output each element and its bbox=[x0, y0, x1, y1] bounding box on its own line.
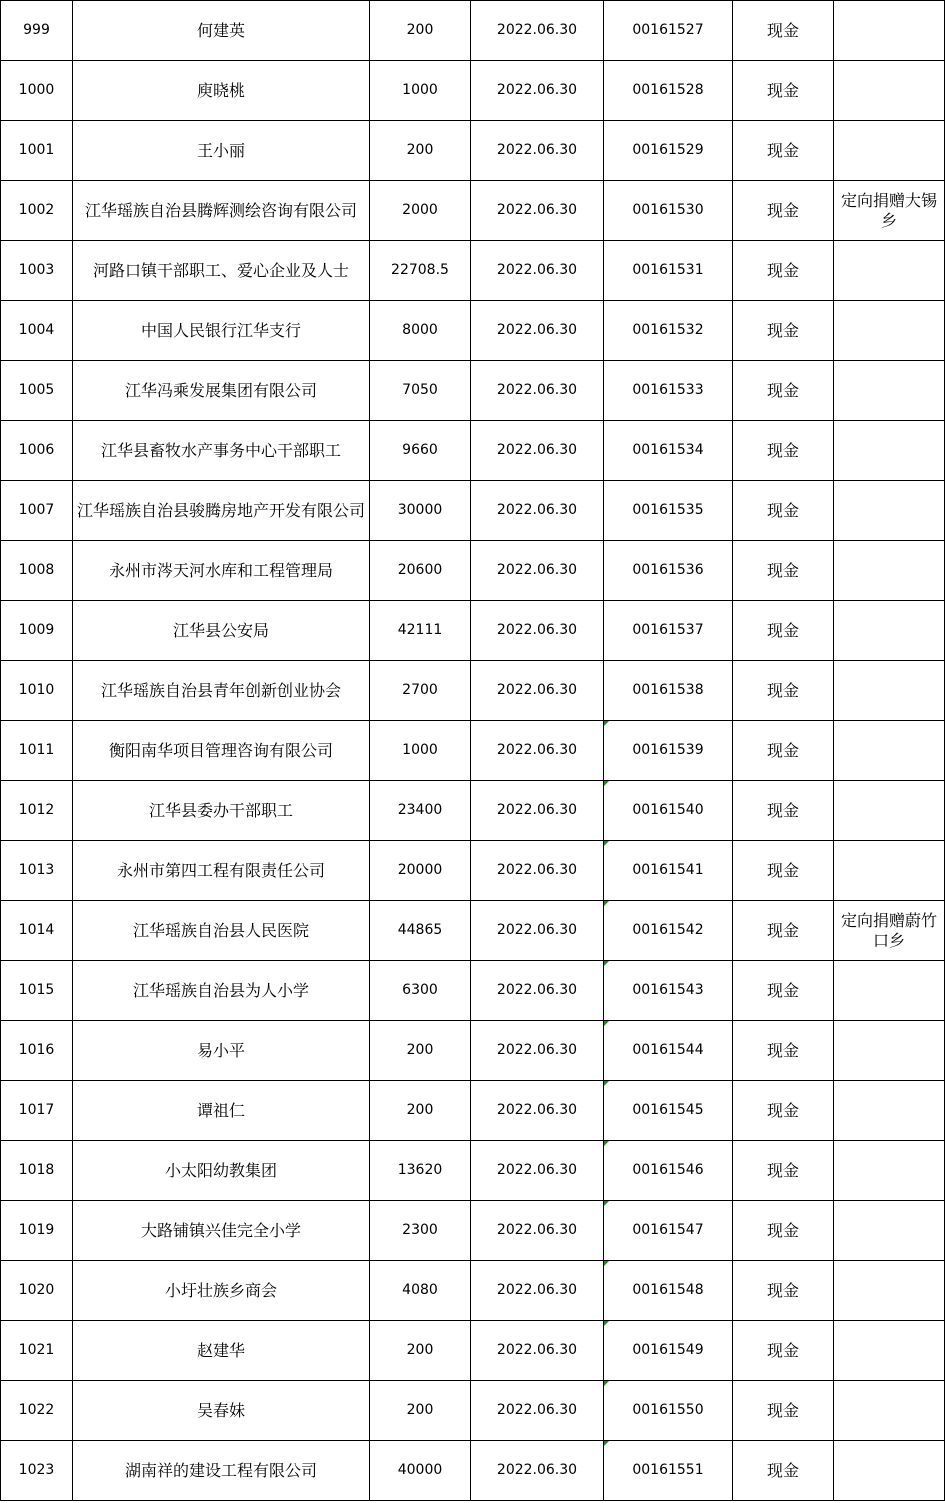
row-number-cell: 1002 bbox=[1, 181, 73, 241]
receipt-number-cell: 00161546 bbox=[604, 1141, 733, 1201]
row-number-cell: 999 bbox=[1, 1, 73, 61]
row-number-cell: 1015 bbox=[1, 961, 73, 1021]
row-number-cell: 1021 bbox=[1, 1321, 73, 1381]
date-cell: 2022.06.30 bbox=[471, 1261, 604, 1321]
receipt-number-cell: 00161532 bbox=[604, 301, 733, 361]
row-number-cell: 1011 bbox=[1, 721, 73, 781]
payment-method-cell: 现金 bbox=[733, 61, 834, 121]
date-cell: 2022.06.30 bbox=[471, 241, 604, 301]
payment-method-cell: 现金 bbox=[733, 421, 834, 481]
error-flag-icon bbox=[604, 1261, 609, 1266]
row-number-cell: 1010 bbox=[1, 661, 73, 721]
donor-name-cell: 江华瑶族自治县人民医院 bbox=[73, 901, 370, 961]
amount-cell: 1000 bbox=[370, 61, 471, 121]
table-row bbox=[1, 661, 945, 721]
table-row bbox=[1, 1321, 945, 1381]
amount-cell: 20000 bbox=[370, 841, 471, 901]
payment-method-cell: 现金 bbox=[733, 301, 834, 361]
amount-cell: 30000 bbox=[370, 481, 471, 541]
receipt-number-cell: 00161542 bbox=[604, 901, 733, 961]
date-cell: 2022.06.30 bbox=[471, 481, 604, 541]
payment-method-cell: 现金 bbox=[733, 121, 834, 181]
donor-name-cell: 永州市涔天河水库和工程管理局 bbox=[73, 541, 370, 601]
row-number-cell: 1000 bbox=[1, 61, 73, 121]
date-cell: 2022.06.30 bbox=[471, 781, 604, 841]
payment-method-cell: 现金 bbox=[733, 1201, 834, 1261]
error-flag-icon bbox=[604, 961, 609, 966]
table-row bbox=[1, 121, 945, 181]
payment-method-cell: 现金 bbox=[733, 781, 834, 841]
error-flag-icon bbox=[604, 1321, 609, 1326]
note-cell bbox=[834, 421, 945, 481]
donor-name-cell: 谭祖仁 bbox=[73, 1081, 370, 1141]
note-cell bbox=[834, 301, 945, 361]
donor-name-cell: 何建英 bbox=[73, 1, 370, 61]
table-row bbox=[1, 61, 945, 121]
date-cell: 2022.06.30 bbox=[471, 601, 604, 661]
payment-method-cell: 现金 bbox=[733, 241, 834, 301]
table-row bbox=[1, 721, 945, 781]
amount-cell: 4080 bbox=[370, 1261, 471, 1321]
row-number-cell: 1014 bbox=[1, 901, 73, 961]
table-row bbox=[1, 1261, 945, 1321]
payment-method-cell: 现金 bbox=[733, 1021, 834, 1081]
row-number-cell: 1005 bbox=[1, 361, 73, 421]
table-row bbox=[1, 421, 945, 481]
table-row bbox=[1, 961, 945, 1021]
table-row bbox=[1, 481, 945, 541]
receipt-number-cell: 00161541 bbox=[604, 841, 733, 901]
date-cell: 2022.06.30 bbox=[471, 1321, 604, 1381]
date-cell: 2022.06.30 bbox=[471, 361, 604, 421]
donor-name-cell: 庾晓桃 bbox=[73, 61, 370, 121]
error-flag-icon bbox=[604, 1141, 609, 1146]
row-number-cell: 1016 bbox=[1, 1021, 73, 1081]
donor-name-cell: 中国人民银行江华支行 bbox=[73, 301, 370, 361]
amount-cell: 23400 bbox=[370, 781, 471, 841]
table-row bbox=[1, 181, 945, 241]
table-row bbox=[1, 1, 945, 61]
table-row bbox=[1, 1201, 945, 1261]
row-number-cell: 1022 bbox=[1, 1381, 73, 1441]
payment-method-cell: 现金 bbox=[733, 181, 834, 241]
receipt-number-cell: 00161545 bbox=[604, 1081, 733, 1141]
amount-cell: 42111 bbox=[370, 601, 471, 661]
error-flag-icon bbox=[604, 1381, 609, 1386]
receipt-number-cell: 00161534 bbox=[604, 421, 733, 481]
receipt-number-cell: 00161539 bbox=[604, 721, 733, 781]
note-cell bbox=[834, 1081, 945, 1141]
amount-cell: 2000 bbox=[370, 181, 471, 241]
amount-cell: 20600 bbox=[370, 541, 471, 601]
note-cell bbox=[834, 1021, 945, 1081]
receipt-number-cell: 00161547 bbox=[604, 1201, 733, 1261]
date-cell: 2022.06.30 bbox=[471, 1141, 604, 1201]
receipt-number-cell: 00161543 bbox=[604, 961, 733, 1021]
amount-cell: 200 bbox=[370, 1321, 471, 1381]
note-cell bbox=[834, 1441, 945, 1501]
donor-name-cell: 江华县委办干部职工 bbox=[73, 781, 370, 841]
row-number-cell: 1004 bbox=[1, 301, 73, 361]
amount-cell: 2700 bbox=[370, 661, 471, 721]
donor-name-cell: 江华县公安局 bbox=[73, 601, 370, 661]
payment-method-cell: 现金 bbox=[733, 721, 834, 781]
date-cell: 2022.06.30 bbox=[471, 1381, 604, 1441]
receipt-number-cell: 00161537 bbox=[604, 601, 733, 661]
row-number-cell: 1008 bbox=[1, 541, 73, 601]
amount-cell: 200 bbox=[370, 1381, 471, 1441]
donor-name-cell: 永州市第四工程有限责任公司 bbox=[73, 841, 370, 901]
donor-name-cell: 衡阳南华项目管理咨询有限公司 bbox=[73, 721, 370, 781]
payment-method-cell: 现金 bbox=[733, 1141, 834, 1201]
receipt-number-cell: 00161538 bbox=[604, 661, 733, 721]
date-cell: 2022.06.30 bbox=[471, 721, 604, 781]
row-number-cell: 1013 bbox=[1, 841, 73, 901]
receipt-number-cell: 00161551 bbox=[604, 1441, 733, 1501]
donor-name-cell: 大路铺镇兴佳完全小学 bbox=[73, 1201, 370, 1261]
receipt-number-cell: 00161540 bbox=[604, 781, 733, 841]
row-number-cell: 1017 bbox=[1, 1081, 73, 1141]
date-cell: 2022.06.30 bbox=[471, 1, 604, 61]
error-flag-icon bbox=[604, 1021, 609, 1026]
date-cell: 2022.06.30 bbox=[471, 61, 604, 121]
payment-method-cell: 现金 bbox=[733, 541, 834, 601]
receipt-number-cell: 00161527 bbox=[604, 1, 733, 61]
note-cell bbox=[834, 1201, 945, 1261]
note-cell bbox=[834, 841, 945, 901]
date-cell: 2022.06.30 bbox=[471, 661, 604, 721]
table-row bbox=[1, 601, 945, 661]
donor-name-cell: 江华瑶族自治县腾辉测绘咨询有限公司 bbox=[73, 181, 370, 241]
donor-name-cell: 赵建华 bbox=[73, 1321, 370, 1381]
payment-method-cell: 现金 bbox=[733, 1321, 834, 1381]
note-cell bbox=[834, 721, 945, 781]
receipt-number-cell: 00161531 bbox=[604, 241, 733, 301]
table-row bbox=[1, 901, 945, 961]
payment-method-cell: 现金 bbox=[733, 661, 834, 721]
row-number-cell: 1018 bbox=[1, 1141, 73, 1201]
row-number-cell: 1003 bbox=[1, 241, 73, 301]
donor-name-cell: 王小丽 bbox=[73, 121, 370, 181]
row-number-cell: 1007 bbox=[1, 481, 73, 541]
payment-method-cell: 现金 bbox=[733, 1261, 834, 1321]
donor-name-cell: 易小平 bbox=[73, 1021, 370, 1081]
receipt-number-cell: 00161529 bbox=[604, 121, 733, 181]
receipt-number-cell: 00161530 bbox=[604, 181, 733, 241]
table-row bbox=[1, 301, 945, 361]
date-cell: 2022.06.30 bbox=[471, 181, 604, 241]
date-cell: 2022.06.30 bbox=[471, 121, 604, 181]
amount-cell: 200 bbox=[370, 1081, 471, 1141]
note-cell bbox=[834, 1, 945, 61]
amount-cell: 200 bbox=[370, 1021, 471, 1081]
note-cell: 定向捐赠蔚竹口乡 bbox=[834, 901, 945, 961]
error-flag-icon bbox=[604, 781, 609, 786]
date-cell: 2022.06.30 bbox=[471, 901, 604, 961]
error-flag-icon bbox=[604, 1201, 609, 1206]
donor-name-cell: 江华瑶族自治县骏腾房地产开发有限公司 bbox=[73, 481, 370, 541]
receipt-number-cell: 00161549 bbox=[604, 1321, 733, 1381]
note-cell bbox=[834, 61, 945, 121]
row-number-cell: 1023 bbox=[1, 1441, 73, 1501]
donor-name-cell: 江华县畜牧水产事务中心干部职工 bbox=[73, 421, 370, 481]
payment-method-cell: 现金 bbox=[733, 1081, 834, 1141]
donor-name-cell: 江华瑶族自治县青年创新创业协会 bbox=[73, 661, 370, 721]
date-cell: 2022.06.30 bbox=[471, 301, 604, 361]
row-number-cell: 1012 bbox=[1, 781, 73, 841]
receipt-number-cell: 00161528 bbox=[604, 61, 733, 121]
note-cell bbox=[834, 361, 945, 421]
payment-method-cell: 现金 bbox=[733, 481, 834, 541]
table-row bbox=[1, 781, 945, 841]
row-number-cell: 1020 bbox=[1, 1261, 73, 1321]
note-cell bbox=[834, 541, 945, 601]
donor-name-cell: 河路口镇干部职工、爱心企业及人士 bbox=[73, 241, 370, 301]
date-cell: 2022.06.30 bbox=[471, 1021, 604, 1081]
table-row bbox=[1, 241, 945, 301]
table-row bbox=[1, 1021, 945, 1081]
row-number-cell: 1009 bbox=[1, 601, 73, 661]
date-cell: 2022.06.30 bbox=[471, 1201, 604, 1261]
note-cell bbox=[834, 121, 945, 181]
amount-cell: 13620 bbox=[370, 1141, 471, 1201]
date-cell: 2022.06.30 bbox=[471, 541, 604, 601]
amount-cell: 8000 bbox=[370, 301, 471, 361]
note-cell bbox=[834, 241, 945, 301]
payment-method-cell: 现金 bbox=[733, 1, 834, 61]
date-cell: 2022.06.30 bbox=[471, 1081, 604, 1141]
note-cell bbox=[834, 661, 945, 721]
donor-name-cell: 小圩壮族乡商会 bbox=[73, 1261, 370, 1321]
ledger-body bbox=[1, 1, 945, 1501]
table-row bbox=[1, 841, 945, 901]
error-flag-icon bbox=[604, 901, 609, 906]
receipt-number-cell: 00161548 bbox=[604, 1261, 733, 1321]
error-flag-icon bbox=[604, 1441, 609, 1446]
payment-method-cell: 现金 bbox=[733, 1381, 834, 1441]
donor-name-cell: 江华冯乘发展集团有限公司 bbox=[73, 361, 370, 421]
row-number-cell: 1006 bbox=[1, 421, 73, 481]
date-cell: 2022.06.30 bbox=[471, 421, 604, 481]
note-cell bbox=[834, 961, 945, 1021]
row-number-cell: 1001 bbox=[1, 121, 73, 181]
table-row bbox=[1, 541, 945, 601]
date-cell: 2022.06.30 bbox=[471, 1441, 604, 1501]
note-cell bbox=[834, 481, 945, 541]
error-flag-icon bbox=[604, 721, 609, 726]
payment-method-cell: 现金 bbox=[733, 961, 834, 1021]
amount-cell: 6300 bbox=[370, 961, 471, 1021]
error-flag-icon bbox=[604, 841, 609, 846]
amount-cell: 7050 bbox=[370, 361, 471, 421]
payment-method-cell: 现金 bbox=[733, 1441, 834, 1501]
donor-name-cell: 吴春妹 bbox=[73, 1381, 370, 1441]
amount-cell: 40000 bbox=[370, 1441, 471, 1501]
donor-name-cell: 江华瑶族自治县为人小学 bbox=[73, 961, 370, 1021]
payment-method-cell: 现金 bbox=[733, 361, 834, 421]
receipt-number-cell: 00161544 bbox=[604, 1021, 733, 1081]
note-cell bbox=[834, 1321, 945, 1381]
note-cell bbox=[834, 1141, 945, 1201]
note-cell bbox=[834, 601, 945, 661]
date-cell: 2022.06.30 bbox=[471, 961, 604, 1021]
receipt-number-cell: 00161550 bbox=[604, 1381, 733, 1441]
note-cell bbox=[834, 1381, 945, 1441]
payment-method-cell: 现金 bbox=[733, 841, 834, 901]
table-row bbox=[1, 1381, 945, 1441]
table-row bbox=[1, 1441, 945, 1501]
amount-cell: 9660 bbox=[370, 421, 471, 481]
payment-method-cell: 现金 bbox=[733, 901, 834, 961]
donor-name-cell: 小太阳幼教集团 bbox=[73, 1141, 370, 1201]
note-cell bbox=[834, 781, 945, 841]
donor-name-cell: 湖南祥的建设工程有限公司 bbox=[73, 1441, 370, 1501]
amount-cell: 200 bbox=[370, 121, 471, 181]
note-cell bbox=[834, 1261, 945, 1321]
receipt-number-cell: 00161535 bbox=[604, 481, 733, 541]
amount-cell: 44865 bbox=[370, 901, 471, 961]
amount-cell: 200 bbox=[370, 1, 471, 61]
row-number-cell: 1019 bbox=[1, 1201, 73, 1261]
payment-method-cell: 现金 bbox=[733, 601, 834, 661]
error-flag-icon bbox=[604, 1081, 609, 1086]
note-cell: 定向捐赠大锡乡 bbox=[834, 181, 945, 241]
receipt-number-cell: 00161533 bbox=[604, 361, 733, 421]
amount-cell: 22708.5 bbox=[370, 241, 471, 301]
date-cell: 2022.06.30 bbox=[471, 841, 604, 901]
amount-cell: 1000 bbox=[370, 721, 471, 781]
receipt-number-cell: 00161536 bbox=[604, 541, 733, 601]
table-row bbox=[1, 361, 945, 421]
table-row bbox=[1, 1141, 945, 1201]
amount-cell: 2300 bbox=[370, 1201, 471, 1261]
table-row bbox=[1, 1081, 945, 1141]
